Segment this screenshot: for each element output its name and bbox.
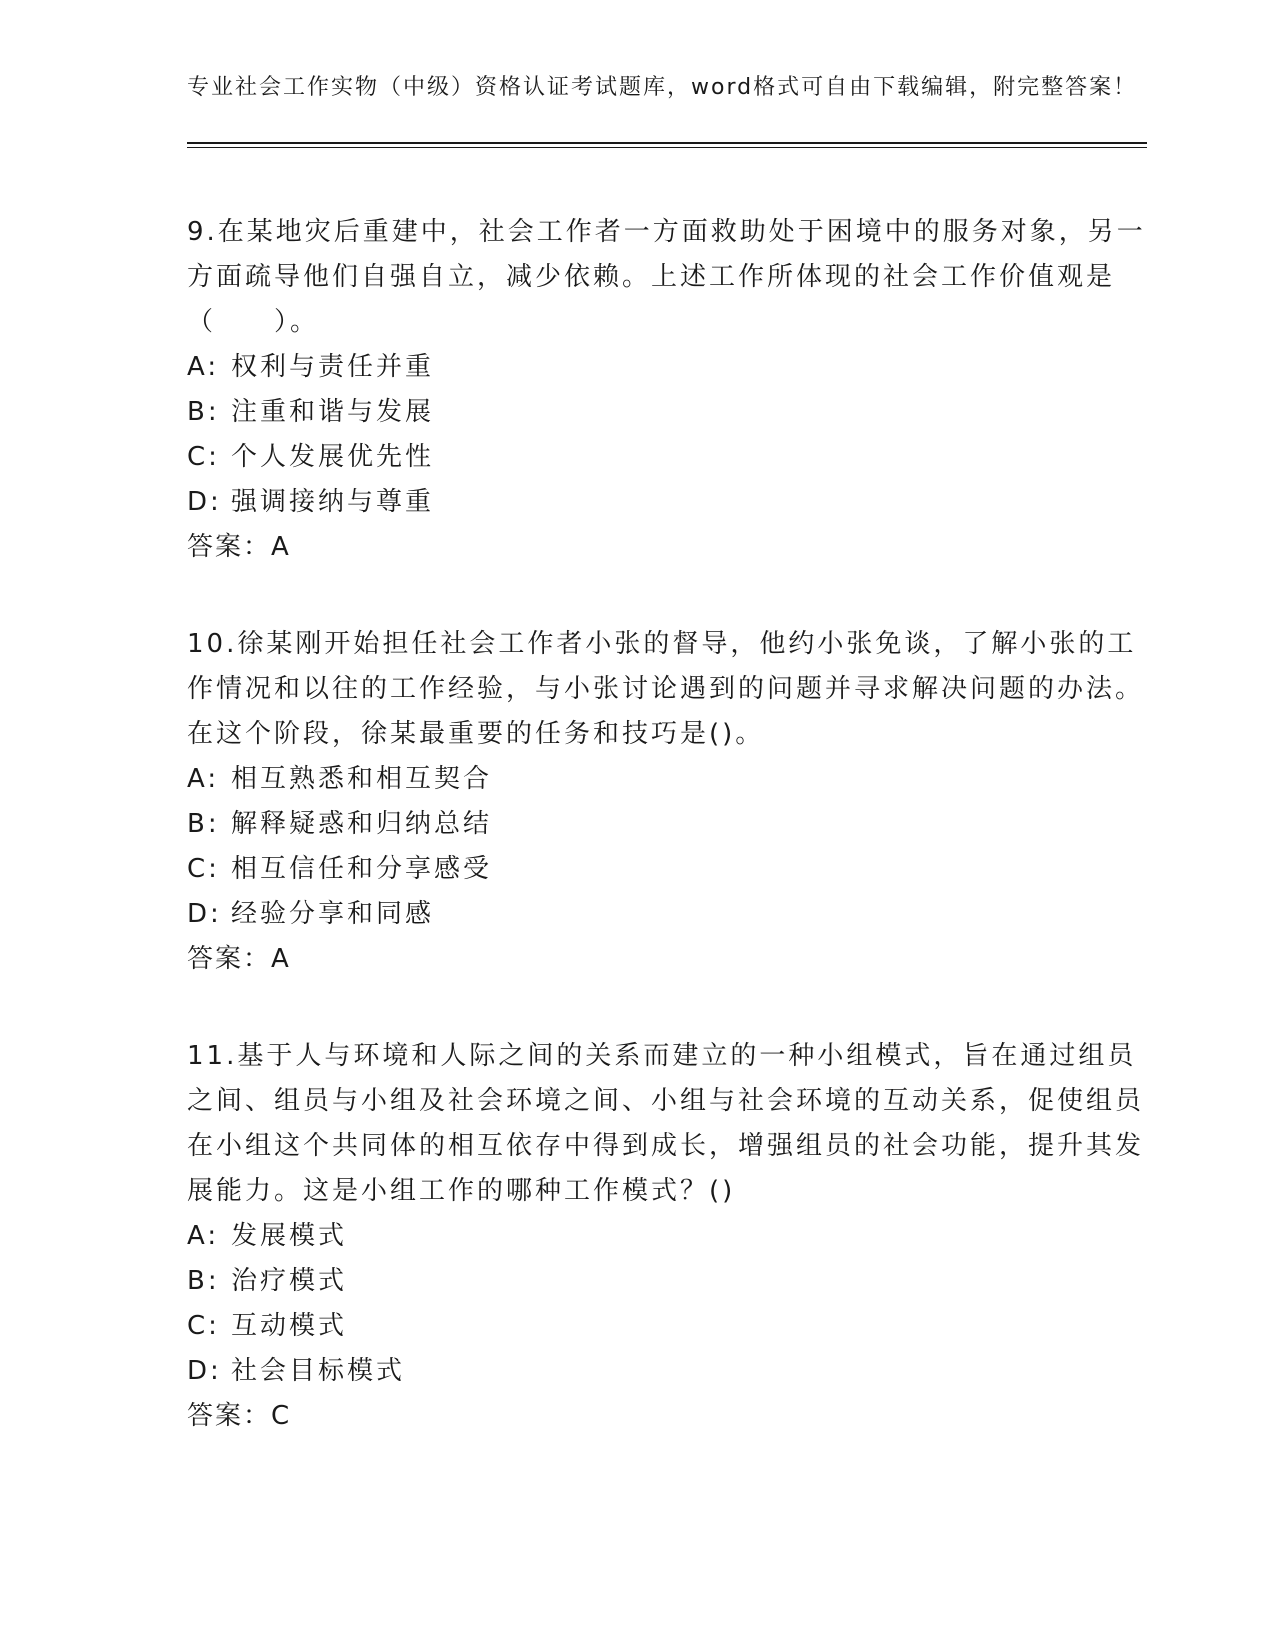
option-letter: A: bbox=[187, 1221, 220, 1251]
question-item bbox=[187, 622, 1147, 982]
option-letter: A: bbox=[187, 764, 220, 794]
option-d bbox=[187, 480, 1147, 525]
option-c bbox=[187, 847, 1147, 892]
option-text: 强调接纳与尊重 bbox=[231, 487, 435, 517]
answer-line: 答案：A bbox=[187, 944, 291, 974]
document-page bbox=[187, 70, 1147, 1491]
option-b bbox=[187, 1259, 1147, 1304]
option-text: 注重和谐与发展 bbox=[231, 397, 435, 427]
option-text: 相互熟悉和相互契合 bbox=[231, 764, 493, 794]
option-a bbox=[187, 345, 1147, 390]
option-letter: D: bbox=[187, 1356, 222, 1386]
option-text: 经验分享和同感 bbox=[231, 899, 435, 929]
option-text: 解释疑惑和归纳总结 bbox=[231, 809, 493, 839]
option-letter: B: bbox=[187, 1266, 220, 1296]
question-stem: 11.基于人与环境和人际之间的关系而建立的一种小组模式，旨在通过组员之间、组员与小组及社会环境之间、小组与社会环境的互动关系，促使组员在小组这个共同体的相互依存中得到成长，增强组员的社会功能，提升其发展能力。这是小组工作的哪种工作模式？() bbox=[187, 1041, 1145, 1206]
option-text: 社会目标模式 bbox=[231, 1356, 406, 1386]
option-letter: D: bbox=[187, 899, 222, 929]
option-letter: D: bbox=[187, 487, 222, 517]
option-text: 权利与责任并重 bbox=[231, 352, 435, 382]
option-text: 治疗模式 bbox=[231, 1266, 348, 1296]
option-d bbox=[187, 892, 1147, 937]
question-item bbox=[187, 1034, 1147, 1439]
question-stem: 9.在某地灾后重建中，社会工作者一方面救助处于困境中的服务对象，另一方面疏导他们自强自立，减少依赖。上述工作所体现的社会工作价值观是（ ）。 bbox=[187, 217, 1146, 337]
option-a bbox=[187, 757, 1147, 802]
answer-line: 答案：C bbox=[187, 1401, 292, 1431]
header-divider bbox=[187, 142, 1147, 148]
option-c bbox=[187, 435, 1147, 480]
document-header: 专业社会工作实物（中级）资格认证考试题库，word格式可自由下载编辑，附完整答案！ bbox=[187, 75, 1138, 100]
option-letter: A: bbox=[187, 352, 220, 382]
divider-thin bbox=[187, 147, 1147, 148]
divider-thick bbox=[187, 142, 1147, 144]
option-b bbox=[187, 390, 1147, 435]
question-item bbox=[187, 210, 1147, 570]
option-a bbox=[187, 1214, 1147, 1259]
option-text: 相互信任和分享感受 bbox=[231, 854, 493, 884]
option-d bbox=[187, 1349, 1147, 1394]
option-letter: B: bbox=[187, 397, 220, 427]
option-c bbox=[187, 1304, 1147, 1349]
answer-line: 答案：A bbox=[187, 532, 291, 562]
question-stem: 10.徐某刚开始担任社会工作者小张的督导，他约小张免谈，了解小张的工作情况和以往的工作经验，与小张讨论遇到的问题并寻求解决问题的办法。在这个阶段，徐某最重要的任务和技巧是()。 bbox=[187, 629, 1145, 749]
option-letter: C: bbox=[187, 442, 220, 472]
option-letter: C: bbox=[187, 854, 220, 884]
option-letter: B: bbox=[187, 809, 220, 839]
option-b bbox=[187, 802, 1147, 847]
option-text: 个人发展优先性 bbox=[231, 442, 435, 472]
option-text: 发展模式 bbox=[231, 1221, 348, 1251]
option-text: 互动模式 bbox=[231, 1311, 348, 1341]
option-letter: C: bbox=[187, 1311, 220, 1341]
